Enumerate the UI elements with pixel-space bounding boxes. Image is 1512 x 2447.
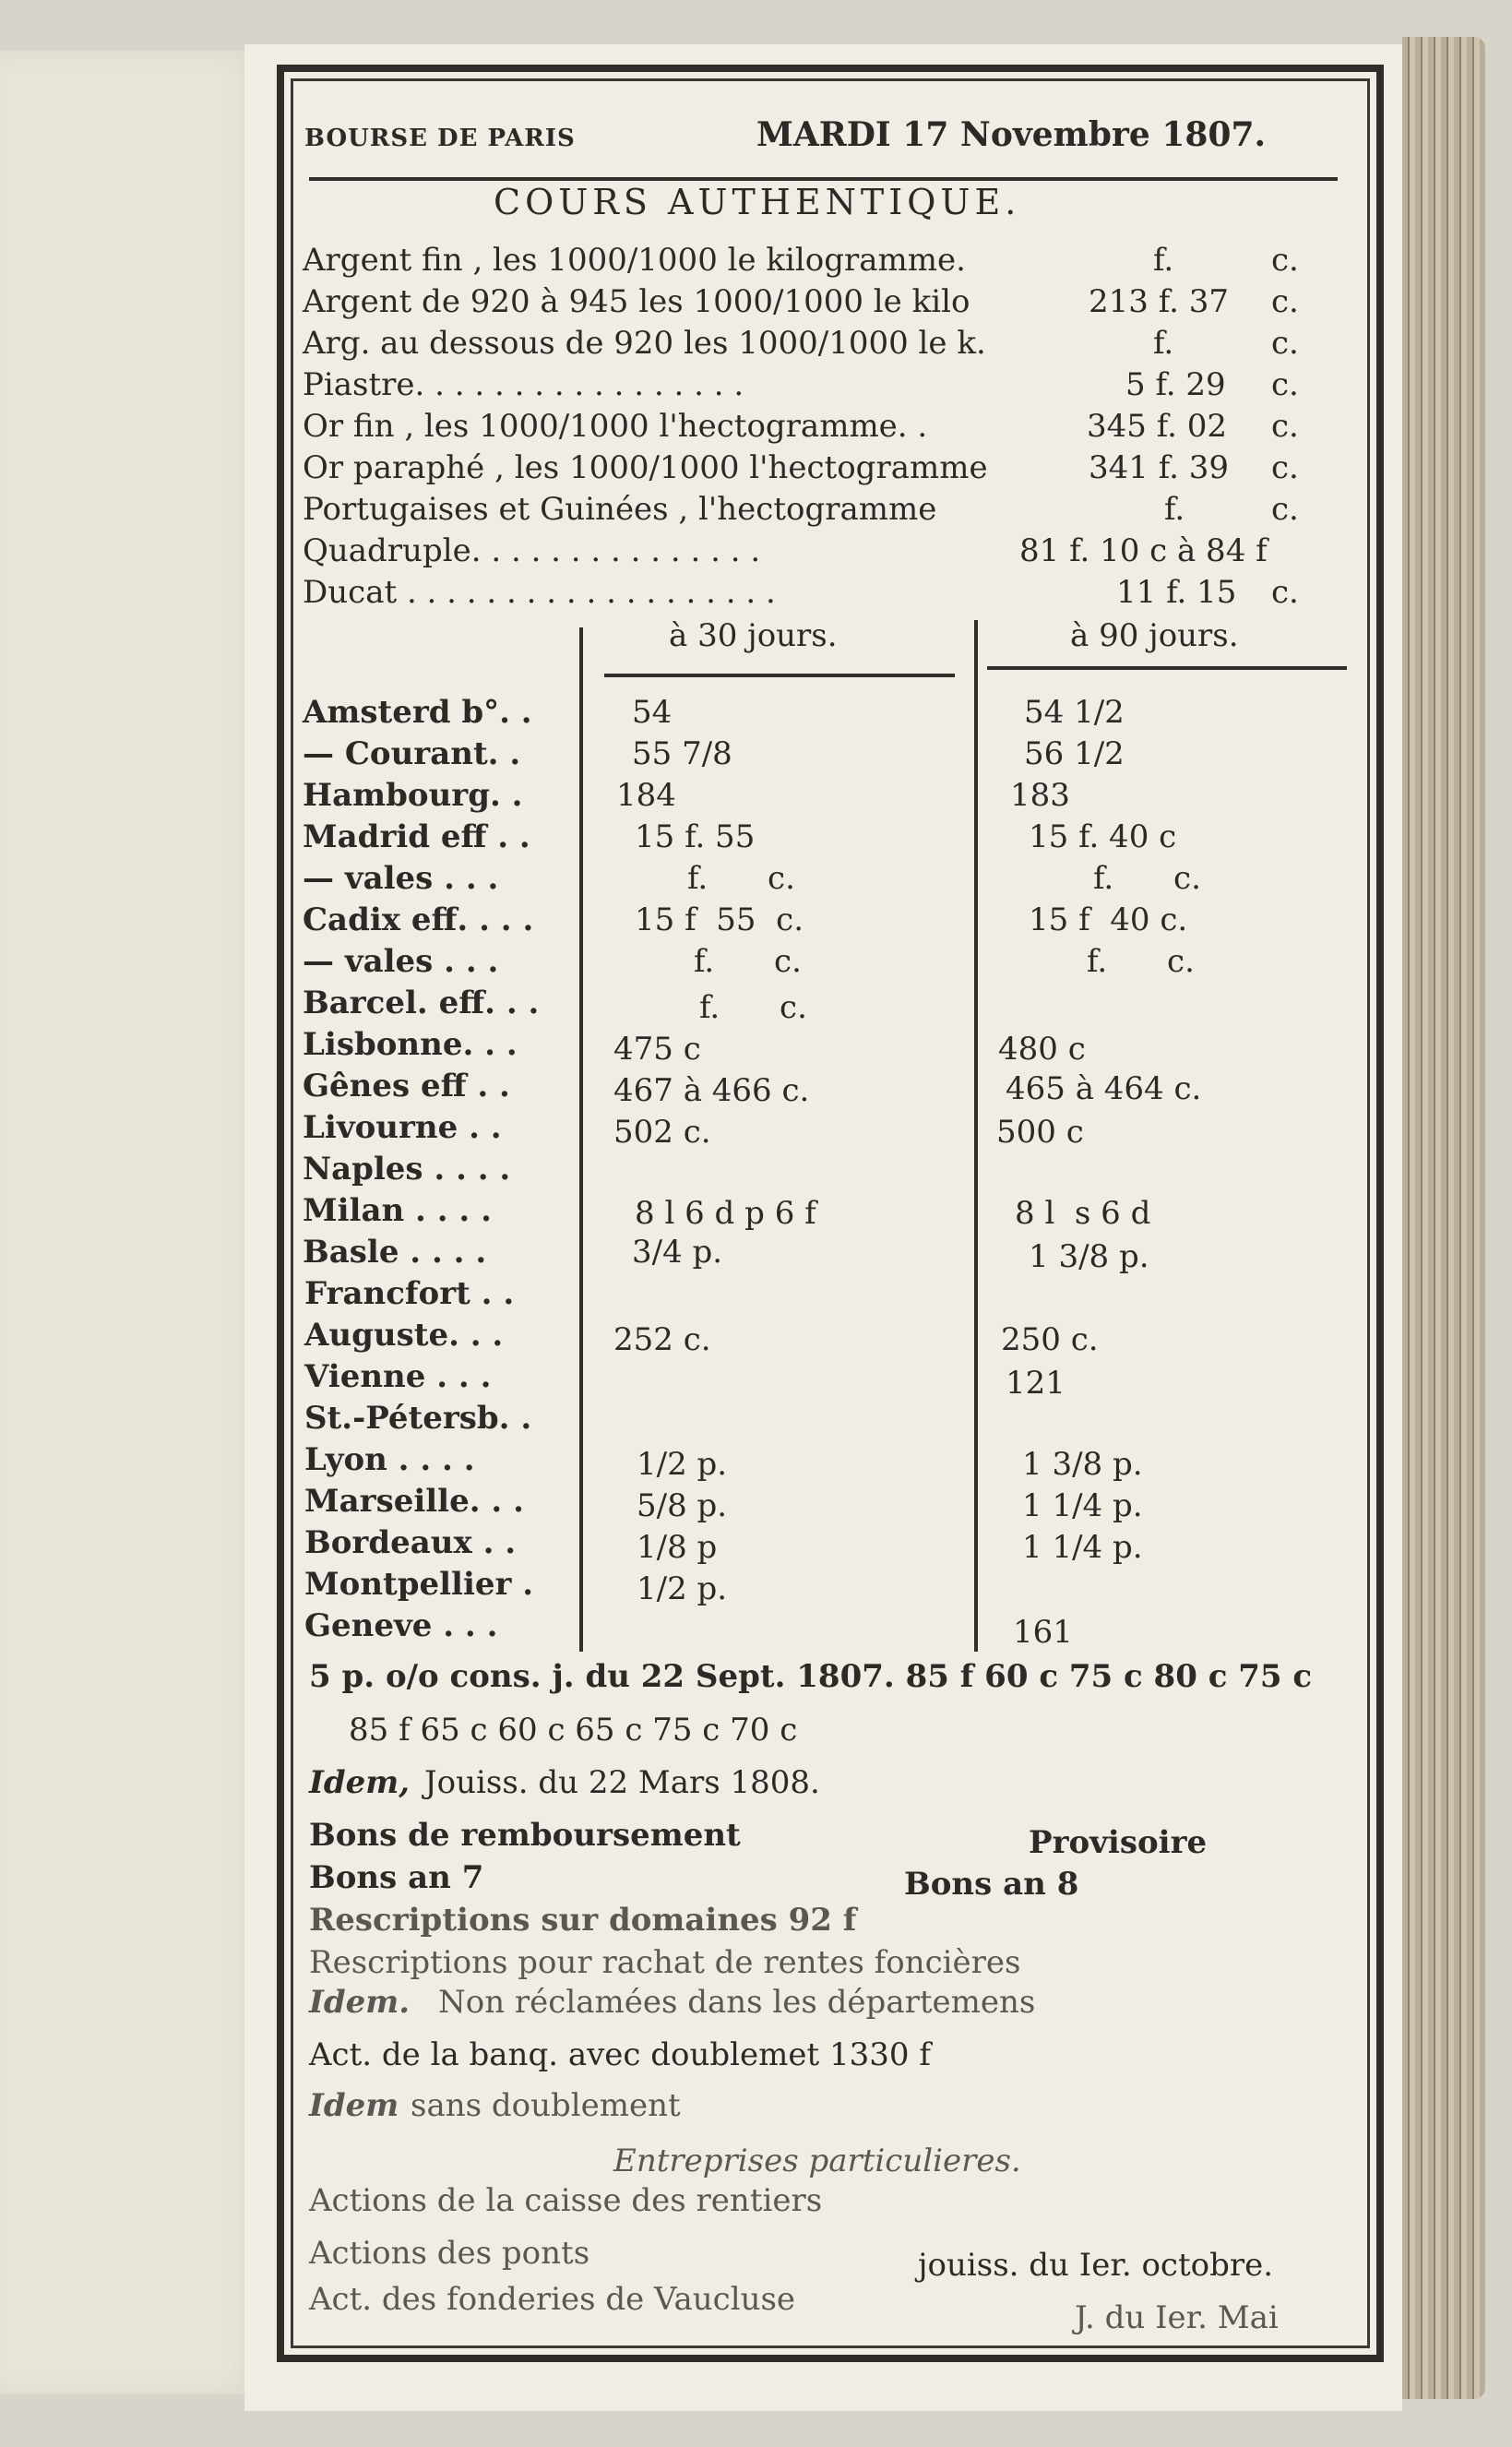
rate-90: 1 3/8 p. [1022,1446,1143,1483]
rate-90: 183 [1010,777,1070,814]
city-name: Cadix eff. . . . [303,901,534,938]
rate-30: 54 [632,694,673,731]
rate-30: 475 c [613,1031,701,1068]
metal-value: 341 f. 39 [1089,449,1229,486]
city-name: Amsterd b°. . [303,694,532,731]
rate-30: 467 à 466 c. [613,1072,810,1109]
header-date: MARDI 17 Novembre 1807. [756,115,1267,154]
rate-90: 1 1/4 p. [1022,1487,1143,1524]
rate-90: 121 [1006,1365,1066,1402]
metal-unit: c. [1271,242,1299,279]
metal-value: 81 f. 10 c à 84 f [1019,532,1268,569]
rate-90: 250 c. [1001,1321,1099,1358]
metal-unit: c. [1271,574,1299,611]
rate-90: 56 1/2 [1024,735,1125,772]
metal-unit: c. [1271,325,1299,362]
city-name: Bordeaux . . [304,1524,517,1561]
metal-label: Arg. au dessous de 920 les 1000/1000 le k. [303,325,986,362]
rate-90: 8 l s 6 d [1015,1195,1151,1232]
city-name: — vales . . . [303,860,499,897]
rentes-idem-text: Jouiss. du 22 Mars 1808. [424,1764,820,1801]
city-name: Hambourg. . [303,777,523,814]
rate-90: 161 [1013,1614,1073,1651]
city-name: Naples . . . . [303,1151,511,1188]
col-rule-30 [604,674,955,677]
rate-30: 15 f. 55 [635,818,756,855]
rate-30: 1/2 p. [637,1446,728,1483]
city-name: — Courant. . [303,735,521,772]
city-name: Madrid eff . . [303,818,530,855]
rate-30: f. c. [699,989,807,1026]
actions-ponts: Actions des ponts [309,2235,590,2272]
col-header-90: à 90 jours. [1070,617,1239,654]
header-left: BOURSE DE PARIS [304,125,576,152]
rate-30: 1/8 p [637,1529,718,1566]
metal-label: Ducat . . . . . . . . . . . . . . . . . . . [303,574,776,611]
left-page [0,51,265,2394]
rate-30: 15 f 55 c. [635,901,804,938]
rate-30: 3/4 p. [632,1234,723,1271]
rate-30: 184 [616,777,676,814]
city-name: Gênes eff . . [303,1068,510,1104]
rate-30: 8 l 6 d p 6 f [635,1195,816,1232]
bons-an7: Bons an 7 [309,1859,484,1896]
bons-idem-label: Idem. [309,1984,411,2021]
city-name: Vienne . . . [304,1358,492,1395]
rescriptions-domaines: Rescriptions sur domaines 92 f [309,1902,857,1939]
rentes-line-2: 85 f 65 c 60 c 65 c 75 c 70 c [349,1712,798,1749]
metal-value: 213 f. 37 [1089,283,1229,320]
rate-90: f. c. [1093,860,1201,897]
metal-label: Portugaises et Guinées , l'hectogramme [303,491,937,528]
metal-label: Or paraphé , les 1000/1000 l'hectogramme [303,449,988,486]
metal-unit: c. [1271,366,1299,403]
city-name: Geneve . . . [304,1607,498,1644]
rate-30: 1/2 p. [637,1570,728,1607]
header-rule [309,177,1338,181]
entreprises-title: Entreprises particulieres. [613,2143,1021,2179]
bons-provisoire: Provisoire [1029,1824,1208,1861]
metal-label: Argent fin , les 1000/1000 le kilogramme. [303,242,966,279]
bons-an8: Bons an 8 [904,1866,1079,1903]
metal-value: f. [1153,242,1174,279]
city-name: Auguste. . . [304,1317,504,1354]
col-divider-right [974,620,978,1652]
metal-value: 345 f. 02 [1087,408,1227,445]
rate-90: 500 c [996,1114,1084,1151]
city-name: Marseille. . . [304,1483,524,1520]
city-name: — vales . . . [303,943,499,980]
rate-30: f. c. [694,943,802,980]
metal-label: Quadruple. . . . . . . . . . . . . . . [303,532,761,569]
actions-ponts-note: jouiss. du Ier. octobre. [918,2247,1274,2284]
metal-value: f. [1164,491,1185,528]
actions-fonderies: Act. des fonderies de Vaucluse [309,2281,796,2318]
metal-unit: c. [1271,408,1299,445]
page-title: COURS AUTHENTIQUE. [494,182,1021,222]
rate-30: 5/8 p. [637,1487,728,1524]
city-name: Lisbonne. . . [303,1026,518,1063]
city-name: Lyon . . . . [304,1441,475,1478]
city-name: Montpellier . [304,1566,534,1603]
rate-90: 15 f. 40 c [1029,818,1177,855]
rescriptions-rachat: Rescriptions pour rachat de rentes foncières [309,1944,1021,1981]
city-name: Francfort . . [304,1275,515,1312]
rentes-line-1: 5 p. o/o cons. j. du 22 Sept. 1807. 85 f 60 c 75 c 80 c 75 c [309,1658,1313,1695]
metal-value: 5 f. 29 [1125,366,1226,403]
metal-unit: c. [1271,283,1299,320]
bons-idem2-label: Idem [309,2087,399,2124]
actions-caisse: Actions de la caisse des rentiers [309,2182,823,2219]
rate-90: 1 1/4 p. [1022,1529,1143,1566]
rate-90: 480 c [998,1031,1086,1068]
metal-value: f. [1153,325,1174,362]
metal-label: Piastre. . . . . . . . . . . . . . . . . [303,366,744,403]
rate-90: 465 à 464 c. [1006,1070,1202,1107]
city-name: Basle . . . . [303,1234,487,1271]
metal-value: 11 f. 15 [1116,574,1237,611]
metal-unit: c. [1271,449,1299,486]
bons-remboursement: Bons de remboursement [309,1817,741,1854]
col-rule-90 [987,666,1347,670]
col-divider-left [579,627,583,1652]
city-name: Milan . . . . [303,1192,492,1229]
metal-label: Or fin , les 1000/1000 l'hectogramme. . [303,408,928,445]
page-edges [1402,37,1485,2399]
rate-30: 502 c. [613,1114,711,1151]
rate-90: 15 f 40 c. [1029,901,1188,938]
rate-90: 54 1/2 [1024,694,1125,731]
city-name: Barcel. eff. . . [303,985,540,1021]
rate-30: 55 7/8 [632,735,732,772]
col-header-30: à 30 jours. [669,617,838,654]
bons-idem-text: Non réclamées dans les départemens [438,1984,1036,2021]
rate-90: 1 3/8 p. [1029,1238,1149,1275]
metal-label: Argent de 920 à 945 les 1000/1000 le kilo [303,283,970,320]
metal-unit: c. [1271,491,1299,528]
rate-90: f. c. [1087,943,1195,980]
rate-30: 252 c. [613,1321,711,1358]
bons-idem2-text: sans doublement [411,2087,681,2124]
actions-fonderies-note: J. du Ier. Mai [1075,2299,1279,2336]
city-name: Livourne . . [303,1109,502,1146]
act-banque: Act. de la banq. avec doublemet 1330 f [309,2036,931,2073]
rentes-idem-label: Idem, [309,1764,411,1801]
rate-30: f. c. [687,860,795,897]
city-name: St.-Pétersb. . [304,1400,532,1437]
